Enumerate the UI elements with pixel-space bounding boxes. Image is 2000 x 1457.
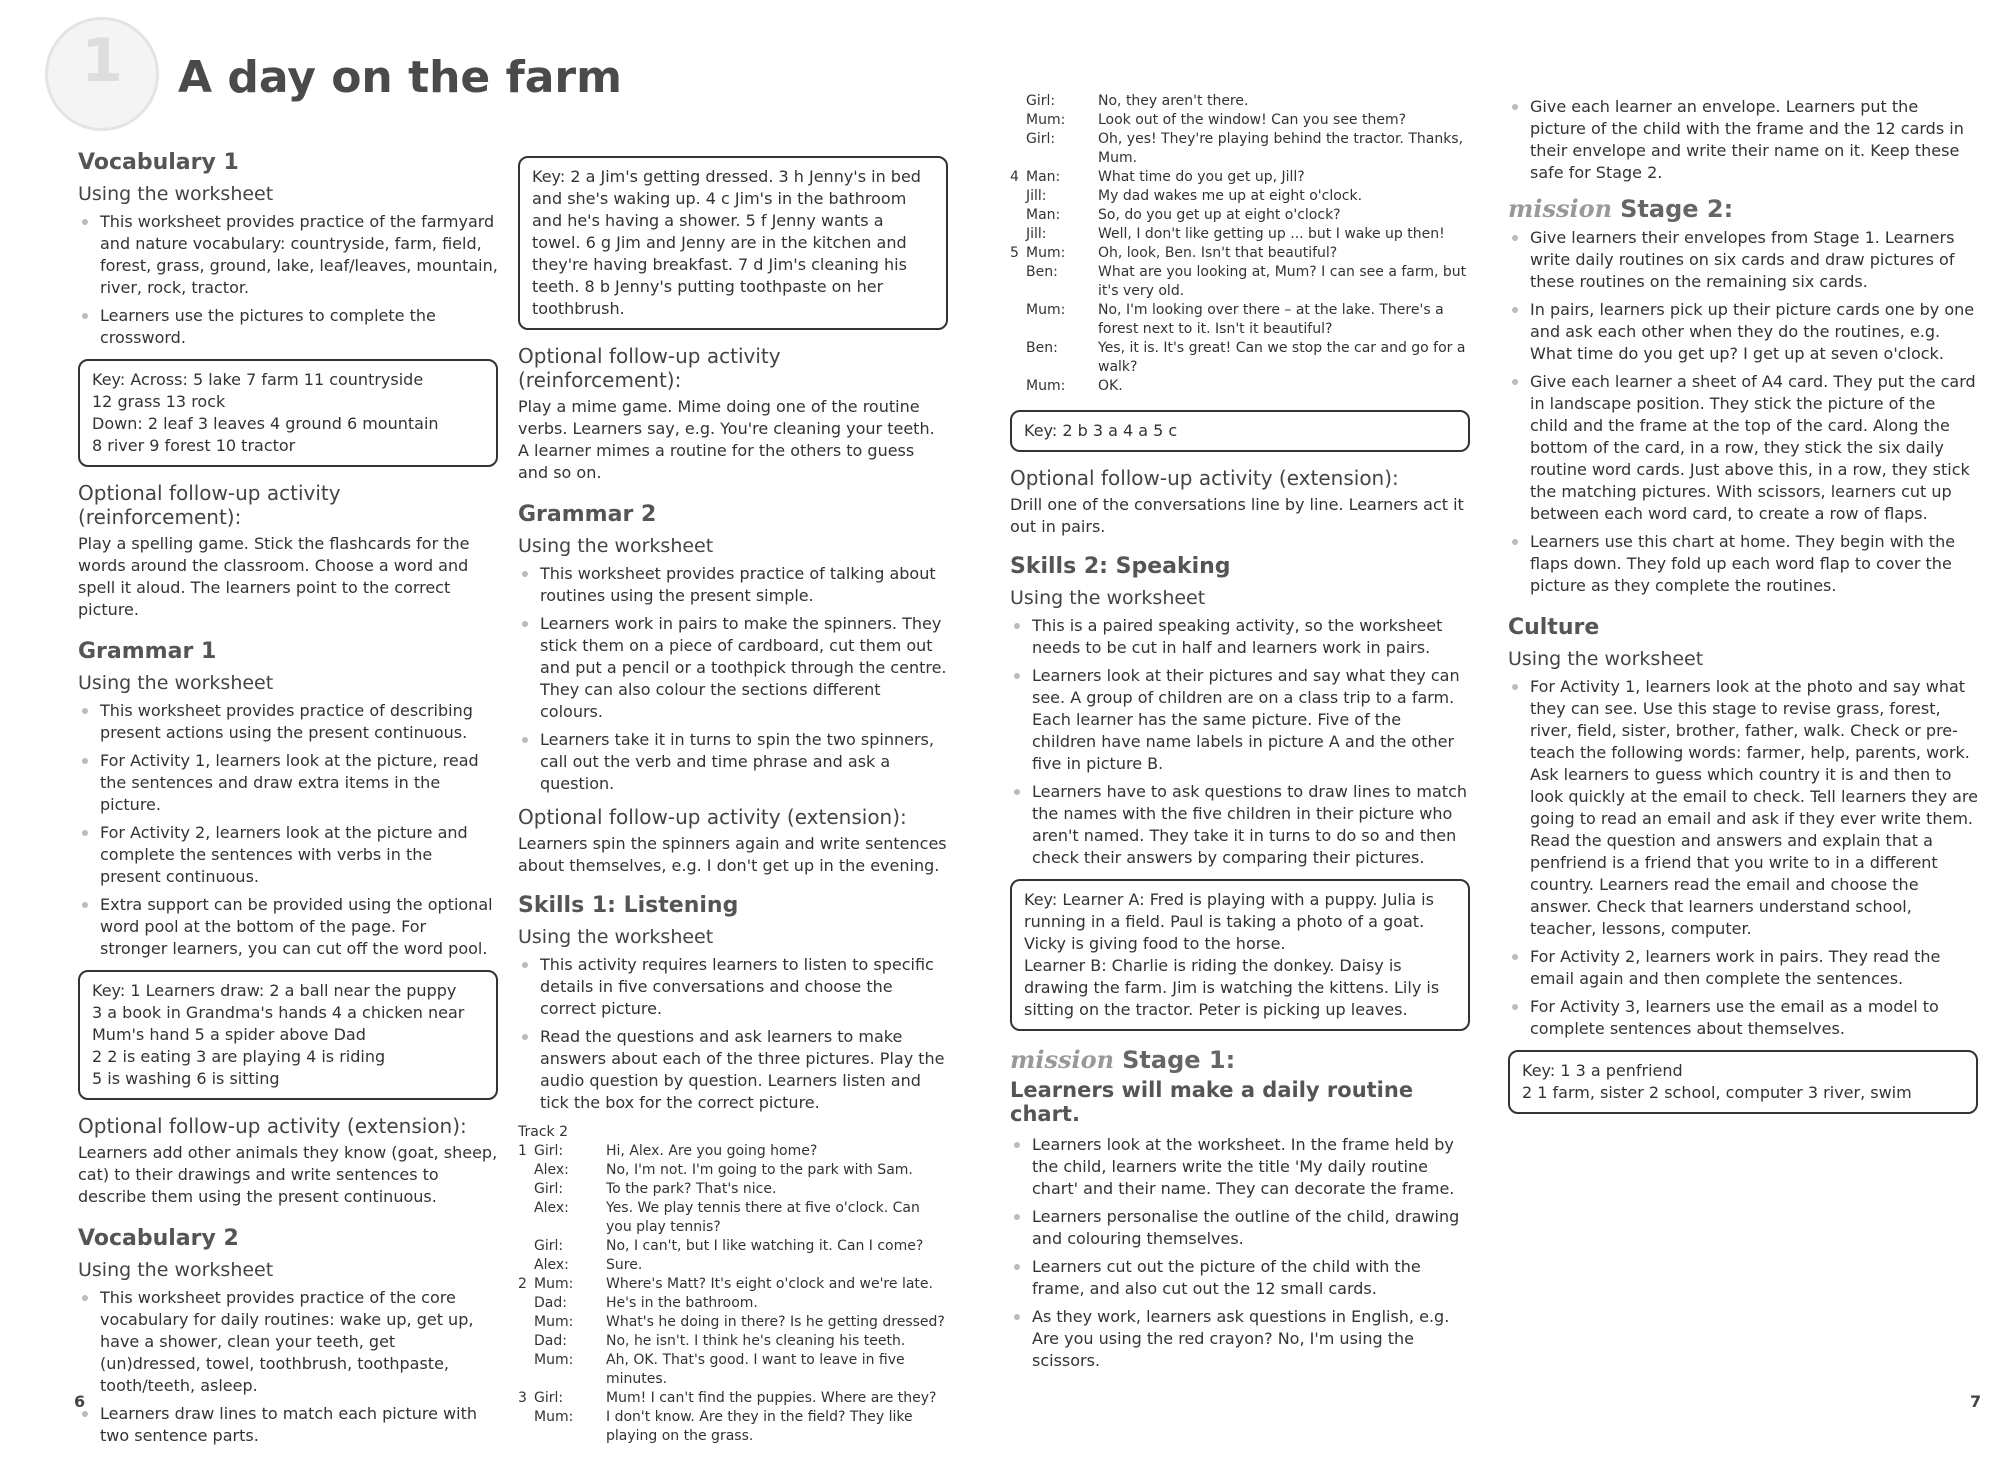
section-subtitle: Using the worksheet bbox=[78, 1259, 274, 1281]
dialogue-text: Well, I don't like getting up ... but I wake up then! bbox=[1098, 226, 1445, 242]
dialogue-line bbox=[518, 1389, 948, 1408]
dialogue-line bbox=[518, 1142, 948, 1161]
dialogue-text: Mum! I can't find the puppies. Where are they? bbox=[606, 1390, 937, 1406]
dialogue-text: Yes. We play tennis there at five o'clock. Can you play tennis? bbox=[606, 1200, 920, 1235]
paragraph: Play a mime game. Mime doing one of the routine verbs. Learners say, e.g. You're cleaning your teeth. A learner mimes a routine for the others to guess and so on. bbox=[518, 397, 935, 482]
list-item: Learners take it in turns to spin the two spinners, call out the verb and time phrase and ask a question. bbox=[536, 729, 948, 795]
dialogue-text: No, I'm not. I'm going to the park with Sam. bbox=[606, 1162, 913, 1178]
dialogue-text: Hi, Alex. Are you going home? bbox=[606, 1143, 818, 1159]
dialogue-number bbox=[1010, 263, 1026, 301]
speaker: Girl: bbox=[534, 1238, 564, 1254]
dialogue-line bbox=[518, 1199, 948, 1237]
speaker: Mum: bbox=[1026, 378, 1066, 394]
dialogue-line bbox=[1010, 225, 1470, 244]
dialogue-line bbox=[518, 1351, 948, 1389]
dialogue-line bbox=[1010, 263, 1470, 301]
dialogue-number bbox=[1010, 187, 1026, 206]
dialogue-line bbox=[518, 1180, 948, 1199]
key-line: Key: 1 Learners draw: 2 a ball near the puppy bbox=[92, 981, 457, 1000]
speaker: Dad: bbox=[534, 1295, 567, 1311]
column-2 bbox=[518, 156, 948, 1446]
list-item: This worksheet provides practice of the core vocabulary for daily routines: wake up, get up, have a shower, clean your teeth, get (un)dressed, towel, toothbrush, toothpaste, tooth/teeth, asleep. bbox=[96, 1287, 498, 1397]
list-item: Learners look at their pictures and say what they can see. A group of children are on a class trip to a farm. Each learner has the same picture. Five of the children have name labels in picture A and the other five in picture B. bbox=[1028, 665, 1470, 775]
paragraph: Drill one of the conversations line by line. Learners act it out in pairs. bbox=[1010, 495, 1464, 536]
dialogue-text: Ah, OK. That's good. I want to leave in five minutes. bbox=[606, 1352, 905, 1387]
dialogue-text: No, I'm looking over there – at the lake. There's a forest next to it. Isn't it beautiful? bbox=[1098, 302, 1444, 337]
list-item: Learners draw lines to match each picture with two sentence parts. bbox=[96, 1403, 498, 1447]
mission-subtitle: Learners will make a daily routine chart. bbox=[1010, 1078, 1414, 1126]
list-item: For Activity 1, learners look at the picture, read the sentences and draw extra items in the picture. bbox=[96, 750, 498, 816]
bullet-list bbox=[518, 954, 948, 1114]
list-item: For Activity 1, learners look at the photo and say what they can see. Use this stage to revise grass, forest, river, field, sister, brother, father, walk. Check or pre-teach the following words: farmer, help, parents, work. Ask learners to guess which country it is and then to look quickly at the email to check. Tell learners they are going to read an email and ask if they ever write them. Read the question and answers and explain that a penfriend is a friend that you write to in a different country. Learners read the email and choose the answer. Check that learners understand school, teacher, lessons, computer. bbox=[1526, 676, 1978, 940]
dialogue-line bbox=[1010, 187, 1470, 206]
dialogue-text: Look out of the window! Can you see them? bbox=[1098, 112, 1407, 128]
list-item: Learners personalise the outline of the child, drawing and colouring themselves. bbox=[1028, 1206, 1470, 1250]
list-item: As they work, learners ask questions in English, e.g. Are you using the red crayon? No, I'm using the scissors. bbox=[1028, 1306, 1470, 1372]
list-item: For Activity 3, learners use the email as a model to complete sentences about themselves. bbox=[1526, 996, 1978, 1040]
speaker: Mum: bbox=[1026, 302, 1066, 318]
dialogue-text: My dad wakes me up at eight o'clock. bbox=[1098, 188, 1363, 204]
dialogue-number bbox=[1010, 301, 1026, 339]
paragraph: Learners add other animals they know (goat, sheep, cat) to their drawings and write sentences to describe them using the present continuous. bbox=[78, 1143, 498, 1206]
dialogue-line bbox=[518, 1161, 948, 1180]
dialogue-number bbox=[1010, 377, 1026, 396]
speaker: Alex: bbox=[534, 1257, 569, 1273]
section-title: Vocabulary 1 bbox=[78, 150, 239, 175]
list-item: Learners use the pictures to complete the crossword. bbox=[96, 305, 498, 349]
dialogue-text: Oh, yes! They're playing behind the tractor. Thanks, Mum. bbox=[1098, 131, 1464, 166]
list-item: Learners work in pairs to make the spinners. They stick them on a piece of cardboard, cut them out and put a pencil or a toothpick through the centre. They can also colour the sections different colours. bbox=[536, 613, 948, 723]
list-item: Learners have to ask questions to draw lines to match the names with the five children in their picture who aren't named. They take it in turns to do so and then check their answers by comparing their pictures. bbox=[1028, 781, 1470, 869]
bullet-list bbox=[1508, 676, 1978, 1040]
list-item: This worksheet provides practice of talking about routines using the present simple. bbox=[536, 563, 948, 607]
speaker: Mum: bbox=[534, 1314, 574, 1330]
speaker: Alex: bbox=[534, 1162, 569, 1178]
bullet-list bbox=[518, 563, 948, 795]
bullet-list bbox=[1508, 227, 1978, 597]
dialogue-number bbox=[1010, 339, 1026, 377]
key-line: Learner B: Charlie is riding the donkey. Daisy is drawing the farm. Jim is watching the kittens. Lily is sitting on the tractor. Peter is picking up leaves. bbox=[1024, 956, 1440, 1019]
dialogue-number bbox=[518, 1237, 534, 1256]
dialogue-text: Where's Matt? It's eight o'clock and we're late. bbox=[606, 1276, 933, 1292]
paragraph: Play a spelling game. Stick the flashcards for the words around the classroom. Choose a word and spell it aloud. The learners point to the correct picture. bbox=[78, 534, 470, 619]
dialogue-transcript bbox=[1010, 92, 1470, 396]
key-line: Down: 2 leaf 3 leaves 4 ground 6 mountain bbox=[92, 414, 439, 433]
speaker: Girl: bbox=[1026, 131, 1056, 147]
dialogue-number bbox=[518, 1408, 534, 1446]
list-item: Learners look at the worksheet. In the frame held by the child, learners write the title 'My daily routine chart' and their name. They can decorate the frame. bbox=[1028, 1134, 1470, 1200]
dialogue-number bbox=[518, 1180, 534, 1199]
dialogue-number bbox=[1010, 111, 1026, 130]
bullet-list bbox=[78, 700, 498, 960]
answer-key bbox=[1010, 879, 1470, 1031]
activity-heading: Optional follow-up activity (extension): bbox=[78, 1114, 467, 1138]
dialogue-line bbox=[518, 1294, 948, 1313]
section-title: Culture bbox=[1508, 615, 1600, 640]
dialogue-line bbox=[518, 1237, 948, 1256]
dialogue-text: I don't know. Are they in the field? They like playing on the grass. bbox=[606, 1409, 913, 1444]
page-title: A day on the farm bbox=[178, 52, 622, 103]
key-line: 12 grass 13 rock bbox=[92, 392, 226, 411]
dialogue-line bbox=[1010, 92, 1470, 111]
dialogue-line bbox=[1010, 301, 1470, 339]
list-item: Give each learner an envelope. Learners put the picture of the child with the frame and the 12 cards in their envelope and write their name on it. Keep these safe for Stage 2. bbox=[1526, 96, 1978, 184]
key-line: 3 a book in Grandma's hands 4 a chicken near bbox=[92, 1003, 465, 1022]
dialogue-text: What are you looking at, Mum? I can see a farm, but it's very old. bbox=[1098, 264, 1467, 299]
column-4 bbox=[1508, 96, 1978, 1128]
speaker: Jill: bbox=[1026, 188, 1047, 204]
bullet-list bbox=[78, 1287, 498, 1447]
speaker: Dad: bbox=[534, 1333, 567, 1349]
speaker: Ben: bbox=[1026, 340, 1058, 356]
list-item: Learners cut out the picture of the child with the frame, and also cut out the 12 small cards. bbox=[1028, 1256, 1470, 1300]
dialogue-line bbox=[518, 1313, 948, 1332]
speaker: Mum: bbox=[534, 1352, 574, 1368]
mission-logo: mission bbox=[1010, 1045, 1115, 1074]
dialogue-text: No, he isn't. I think he's cleaning his teeth. bbox=[606, 1333, 906, 1349]
bullet-list bbox=[1508, 96, 1978, 184]
dialogue-number bbox=[518, 1332, 534, 1351]
dialogue-text: What time do you get up, Jill? bbox=[1098, 169, 1305, 185]
dialogue-number bbox=[518, 1294, 534, 1313]
section-title: Skills 1: Listening bbox=[518, 893, 739, 918]
speaker: Ben: bbox=[1026, 264, 1058, 280]
speaker: Girl: bbox=[534, 1143, 564, 1159]
speaker: Mum: bbox=[1026, 112, 1066, 128]
dialogue-line bbox=[518, 1408, 948, 1446]
activity-heading: Optional follow-up activity (reinforcement): bbox=[78, 481, 341, 529]
mission-stage: Stage 2: bbox=[1620, 195, 1734, 223]
page-number: 6 bbox=[74, 1392, 86, 1411]
speaker: Jill: bbox=[1026, 226, 1047, 242]
dialogue-number: 4 bbox=[1010, 169, 1019, 185]
dialogue-line bbox=[518, 1275, 948, 1294]
dialogue-text: Oh, look, Ben. Isn't that beautiful? bbox=[1098, 245, 1338, 261]
dialogue-text: He's in the bathroom. bbox=[606, 1295, 758, 1311]
activity-heading: Optional follow-up activity (reinforcement): bbox=[518, 344, 781, 392]
list-item: Extra support can be provided using the optional word pool at the bottom of the page. For stronger learners, you can cut off the word pool. bbox=[96, 894, 498, 960]
dialogue-number: 1 bbox=[518, 1143, 527, 1159]
dialogue-number bbox=[518, 1199, 534, 1237]
mission-logo: mission bbox=[1508, 194, 1613, 223]
speaker: Mum: bbox=[534, 1276, 574, 1292]
section-subtitle: Using the worksheet bbox=[1010, 587, 1206, 609]
dialogue-text: To the park? That's nice. bbox=[606, 1181, 777, 1197]
speaker: Mum: bbox=[1026, 245, 1066, 261]
dialogue-number: 5 bbox=[1010, 245, 1019, 261]
dialogue-line bbox=[1010, 206, 1470, 225]
mission-heading bbox=[1508, 194, 1978, 223]
list-item: Give learners their envelopes from Stage 1. Learners write daily routines on six cards and draw pictures of these routines on the remaining six cards. bbox=[1526, 227, 1978, 293]
list-item: Learners use this chart at home. They begin with the flaps down. They fold up each word flap to cover the picture as they complete the routines. bbox=[1526, 531, 1978, 597]
dialogue-number bbox=[518, 1161, 534, 1180]
speaker: Alex: bbox=[534, 1200, 569, 1216]
dialogue-text: Sure. bbox=[606, 1257, 643, 1273]
dialogue-number: 2 bbox=[518, 1276, 527, 1292]
list-item: In pairs, learners pick up their picture cards one by one and ask each other when they do the routines, e.g. What time do you get up? I get up at seven o'clock. bbox=[1526, 299, 1978, 365]
section-subtitle: Using the worksheet bbox=[78, 672, 274, 694]
dialogue-text: OK. bbox=[1098, 378, 1123, 394]
list-item: For Activity 2, learners look at the picture and complete the sentences with verbs in the present continuous. bbox=[96, 822, 498, 888]
dialogue-number bbox=[518, 1313, 534, 1332]
list-item: This worksheet provides practice of the farmyard and nature vocabulary: countryside, farm, field, forest, grass, ground, lake, leaf/leaves, mountain, river, rock, tractor. bbox=[96, 211, 498, 299]
dialogue-text: What's he doing in there? Is he getting dressed? bbox=[606, 1314, 945, 1330]
speaker: Man: bbox=[1026, 207, 1061, 223]
dialogue-line bbox=[1010, 244, 1470, 263]
track-label: Track 2 bbox=[518, 1124, 568, 1140]
bullet-list bbox=[1010, 615, 1470, 869]
paragraph: Learners spin the spinners again and write sentences about themselves, e.g. I don't get up in the evening. bbox=[518, 834, 947, 875]
key-line: Key: Across: 5 lake 7 farm 11 countryside bbox=[92, 370, 424, 389]
unit-number: 1 bbox=[81, 26, 123, 96]
dialogue-number bbox=[1010, 92, 1026, 111]
dialogue-line bbox=[1010, 168, 1470, 187]
key-line: 2 1 farm, sister 2 school, computer 3 river, swim bbox=[1522, 1083, 1912, 1102]
dialogue-text: So, do you get up at eight o'clock? bbox=[1098, 207, 1341, 223]
section-subtitle: Using the worksheet bbox=[1508, 648, 1704, 670]
column-1 bbox=[78, 150, 498, 1457]
dialogue-text: No, I can't, but I like watching it. Can I come? bbox=[606, 1238, 924, 1254]
dialogue-number: 3 bbox=[518, 1390, 527, 1406]
mission-heading bbox=[1010, 1045, 1470, 1074]
dialogue-line bbox=[1010, 111, 1470, 130]
section-title: Skills 2: Speaking bbox=[1010, 554, 1231, 579]
dialogue-line bbox=[518, 1332, 948, 1351]
section-title: Vocabulary 2 bbox=[78, 1226, 239, 1251]
answer-key bbox=[1508, 1050, 1978, 1114]
section-subtitle: Using the worksheet bbox=[78, 183, 274, 205]
dialogue-line bbox=[1010, 339, 1470, 377]
answer-key bbox=[78, 970, 498, 1100]
column-3 bbox=[1010, 92, 1470, 1382]
list-item: This activity requires learners to listen to specific details in five conversations and choose the correct picture. bbox=[536, 954, 948, 1020]
dialogue-text: Yes, it is. It's great! Can we stop the car and go for a walk? bbox=[1098, 340, 1466, 375]
key-line: Key: Learner A: Fred is playing with a puppy. Julia is running in a field. Paul is taking a photo of a goat. Vicky is giving food to the horse. bbox=[1024, 890, 1434, 953]
dialogue-transcript bbox=[518, 1142, 948, 1446]
answer-key bbox=[78, 359, 498, 467]
key-line: Key: 1 3 a penfriend bbox=[1522, 1061, 1683, 1080]
speaker: Girl: bbox=[1026, 93, 1056, 109]
list-item: Give each learner a sheet of A4 card. They put the card in landscape position. They stick the picture of the child and the frame at the top of the card. Along the bottom of the card, in a row, they stick the six daily routine word cards. Just above this, in a row, they stick the matching pictures. With scissors, learners cut up between each word card, to create a row of flaps. bbox=[1526, 371, 1978, 525]
dialogue-number bbox=[518, 1351, 534, 1389]
dialogue-number bbox=[518, 1256, 534, 1275]
speaker: Girl: bbox=[534, 1181, 564, 1197]
dialogue-line bbox=[1010, 377, 1470, 396]
answer-key: Key: 2 a Jim's getting dressed. 3 h Jenny's in bed and she's waking up. 4 c Jim's in the bathroom and he's having a shower. 5 f Jenny wants a towel. 6 g Jim and Jenny are in the kitchen and they're having breakfast. 7 d Jim's cleaning his teeth. 8 b Jenny's putting toothpaste on her toothbrush. bbox=[518, 156, 948, 330]
dialogue-number bbox=[1010, 130, 1026, 168]
list-item: Read the questions and ask learners to make answers about each of the three pictures. Play the audio question by question. Learners listen and tick the box for the correct picture. bbox=[536, 1026, 948, 1114]
list-item: For Activity 2, learners work in pairs. They read the email again and then complete the sentences. bbox=[1526, 946, 1978, 990]
activity-heading: Optional follow-up activity (extension): bbox=[518, 805, 907, 829]
dialogue-number bbox=[1010, 225, 1026, 244]
bullet-list bbox=[1010, 1134, 1470, 1372]
activity-heading: Optional follow-up activity (extension): bbox=[1010, 466, 1399, 490]
page-number: 7 bbox=[1970, 1392, 1982, 1411]
section-subtitle: Using the worksheet bbox=[518, 926, 714, 948]
dialogue-number bbox=[1010, 206, 1026, 225]
dialogue-text: No, they aren't there. bbox=[1098, 93, 1249, 109]
list-item: This is a paired speaking activity, so the worksheet needs to be cut in half and learners work in pairs. bbox=[1028, 615, 1470, 659]
key-line: 2 2 is eating 3 are playing 4 is riding bbox=[92, 1047, 386, 1066]
key-line: 5 is washing 6 is sitting bbox=[92, 1069, 280, 1088]
list-item: This worksheet provides practice of describing present actions using the present continuous. bbox=[96, 700, 498, 744]
key-line: Mum's hand 5 a spider above Dad bbox=[92, 1025, 366, 1044]
key-line: 8 river 9 forest 10 tractor bbox=[92, 436, 296, 455]
section-subtitle: Using the worksheet bbox=[518, 535, 714, 557]
dialogue-line bbox=[518, 1256, 948, 1275]
mission-stage: Stage 1: bbox=[1122, 1046, 1236, 1074]
speaker: Man: bbox=[1026, 169, 1061, 185]
bullet-list bbox=[78, 211, 498, 349]
section-title: Grammar 2 bbox=[518, 502, 657, 527]
speaker: Girl: bbox=[534, 1390, 564, 1406]
section-title: Grammar 1 bbox=[78, 639, 217, 664]
answer-key: Key: 2 b 3 a 4 a 5 c bbox=[1010, 410, 1470, 452]
dialogue-line bbox=[1010, 130, 1470, 168]
speaker: Mum: bbox=[534, 1409, 574, 1425]
